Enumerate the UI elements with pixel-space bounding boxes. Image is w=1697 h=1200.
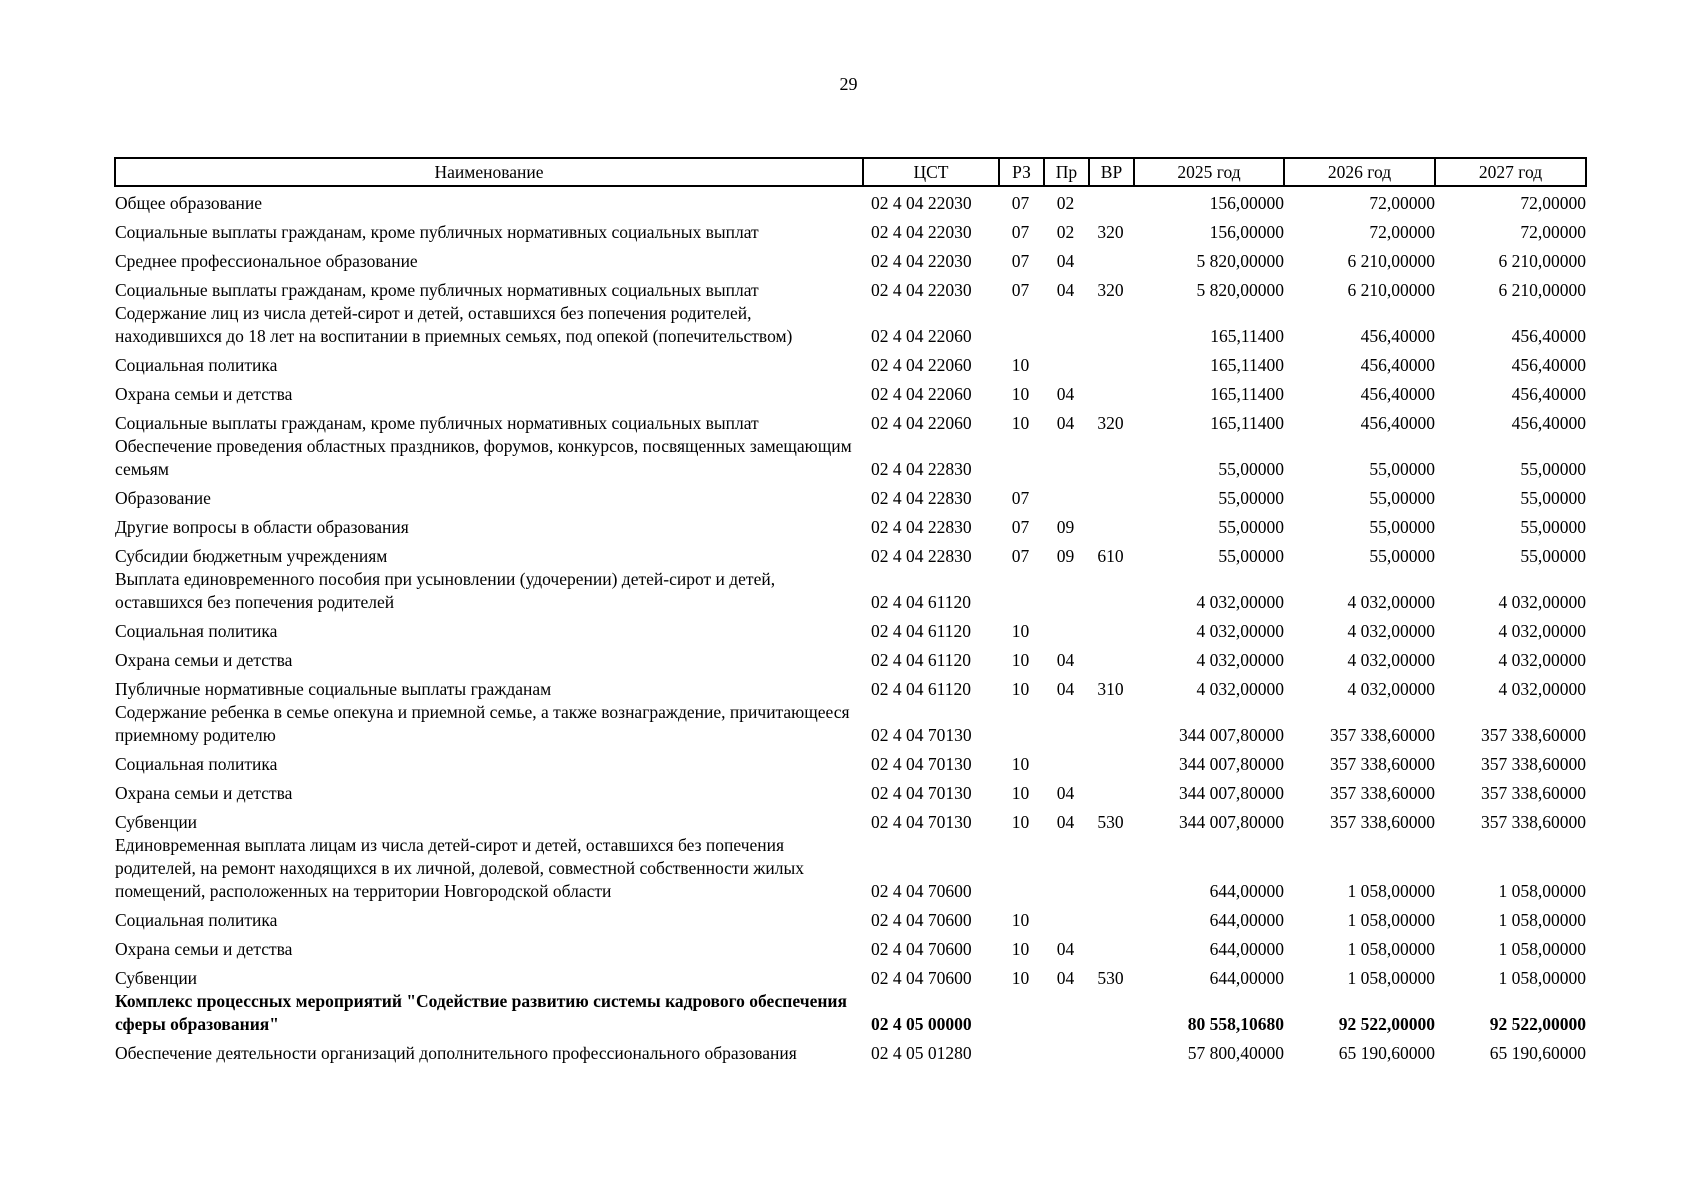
cell-name: Другие вопросы в области образования	[115, 517, 409, 537]
cell-2027: 4 032,00000	[1498, 621, 1586, 641]
table-row	[115, 302, 1586, 348]
cell-pr: 04	[1056, 413, 1075, 433]
cell-2025: 5 820,00000	[1196, 251, 1284, 271]
cell-2025: 344 007,80000	[1179, 812, 1284, 832]
cell-cst: 02 4 04 22830	[871, 488, 972, 508]
cell-rz: 07	[1011, 222, 1030, 242]
cell-2027: 4 032,00000	[1498, 679, 1586, 699]
cell-cst: 02 4 04 70600	[871, 910, 972, 930]
cell-2026: 456,40000	[1360, 355, 1435, 375]
table-row	[115, 990, 1586, 1036]
cell-vr	[1089, 435, 1134, 481]
cell-2026: 55,00000	[1369, 546, 1435, 566]
cell-cst: 02 4 04 22830	[871, 459, 972, 479]
cell-name: Охрана семьи и детства	[115, 650, 293, 670]
cell-2027: 456,40000	[1511, 384, 1586, 404]
cell-name: Субвенции	[115, 968, 198, 988]
table-row	[115, 481, 1586, 510]
cell-rz	[999, 568, 1044, 614]
cell-2025: 165,11400	[1210, 384, 1284, 404]
cell-vr	[1089, 776, 1134, 805]
cell-2025: 644,00000	[1209, 939, 1284, 959]
cell-rz: 10	[1011, 413, 1030, 433]
cell-rz: 10	[1011, 754, 1030, 774]
cell-rz	[999, 435, 1044, 481]
cell-vr: 610	[1097, 546, 1124, 566]
table-row	[115, 510, 1586, 539]
cell-name: Социальная политика	[115, 621, 278, 641]
cell-2025: 644,00000	[1209, 910, 1284, 930]
cell-2025: 156,00000	[1209, 193, 1284, 213]
cell-2026: 1 058,00000	[1347, 881, 1435, 901]
header-2025: 2025 год	[1134, 158, 1284, 186]
cell-rz: 10	[1011, 650, 1030, 670]
cell-rz	[999, 1036, 1044, 1065]
cell-2026: 4 032,00000	[1347, 621, 1435, 641]
cell-2027: 4 032,00000	[1498, 592, 1586, 612]
cell-2027: 1 058,00000	[1498, 881, 1586, 901]
cell-vr	[1089, 990, 1134, 1036]
cell-2027: 357 338,60000	[1481, 754, 1586, 774]
cell-2026: 4 032,00000	[1347, 592, 1435, 612]
cell-cst: 02 4 04 70600	[871, 968, 972, 988]
cell-rz: 10	[1011, 621, 1030, 641]
cell-2027: 1 058,00000	[1498, 910, 1586, 930]
cell-rz: 10	[1011, 812, 1030, 832]
cell-2025: 156,00000	[1209, 222, 1284, 242]
table-row	[115, 834, 1586, 903]
cell-2026: 4 032,00000	[1347, 679, 1435, 699]
cell-cst: 02 4 04 61120	[871, 679, 971, 699]
table-row	[115, 1036, 1586, 1065]
table-row	[115, 701, 1586, 747]
cell-pr: 09	[1056, 517, 1075, 537]
cell-2027: 456,40000	[1511, 413, 1586, 433]
cell-2026: 357 338,60000	[1330, 725, 1435, 745]
page-number: 29	[839, 74, 858, 94]
cell-2026: 6 210,00000	[1347, 251, 1435, 271]
cell-2025: 4 032,00000	[1196, 650, 1284, 670]
cell-pr	[1044, 435, 1089, 481]
cell-2027: 357 338,60000	[1481, 725, 1586, 745]
cell-vr	[1089, 701, 1134, 747]
cell-2026: 6 210,00000	[1347, 280, 1435, 300]
cell-vr	[1089, 377, 1134, 406]
cell-vr: 530	[1097, 812, 1124, 832]
cell-pr	[1044, 302, 1089, 348]
cell-cst: 02 4 04 22030	[871, 222, 972, 242]
cell-2027: 456,40000	[1511, 326, 1586, 346]
cell-2027: 55,00000	[1520, 488, 1586, 508]
table-row	[115, 435, 1586, 481]
table-row	[115, 244, 1586, 273]
cell-cst: 02 4 05 00000	[871, 1014, 972, 1034]
table-row	[115, 377, 1586, 406]
header-2026: 2026 год	[1284, 158, 1435, 186]
cell-name: Социальная политика	[115, 910, 278, 930]
cell-name: Обеспечение проведения областных праздников, форумов, конкурсов, посвященных замещающим семьям	[115, 436, 852, 479]
cell-2025: 57 800,40000	[1187, 1043, 1284, 1063]
cell-name: Охрана семьи и детства	[115, 939, 293, 959]
cell-pr: 04	[1056, 679, 1075, 699]
cell-rz: 10	[1011, 384, 1030, 404]
header-pr: Пр	[1044, 158, 1089, 186]
table-row	[115, 273, 1586, 302]
cell-2025: 644,00000	[1209, 881, 1284, 901]
cell-pr: 02	[1056, 222, 1075, 242]
cell-2027: 357 338,60000	[1481, 812, 1586, 832]
cell-rz: 10	[1011, 355, 1030, 375]
cell-name: Единовременная выплата лицам из числа детей-сирот и детей, оставшихся без попечения родителей, на ремонт находящихся в их личной, долевой, совместной собственности жилых помещений, расположенных на территории Новгородской области	[115, 835, 804, 901]
table-row	[115, 747, 1586, 776]
cell-cst: 02 4 04 22060	[871, 326, 972, 346]
cell-2026: 357 338,60000	[1330, 783, 1435, 803]
cell-rz: 07	[1011, 193, 1030, 213]
cell-rz: 07	[1011, 517, 1030, 537]
cell-cst: 02 4 04 22060	[871, 413, 972, 433]
cell-cst: 02 4 04 22060	[871, 384, 972, 404]
cell-pr	[1044, 348, 1089, 377]
cell-pr	[1044, 614, 1089, 643]
cell-rz	[999, 701, 1044, 747]
cell-pr	[1044, 747, 1089, 776]
table-row	[115, 805, 1586, 834]
cell-name: Общее образование	[115, 193, 262, 213]
cell-rz: 10	[1011, 783, 1030, 803]
cell-vr	[1089, 186, 1134, 215]
cell-2025: 344 007,80000	[1179, 783, 1284, 803]
cell-2026: 4 032,00000	[1347, 650, 1435, 670]
cell-name: Среднее профессиональное образование	[115, 251, 418, 271]
cell-2027: 72,00000	[1520, 193, 1586, 213]
header-name: Наименование	[115, 158, 863, 186]
table-row	[115, 932, 1586, 961]
cell-2026: 456,40000	[1360, 384, 1435, 404]
cell-vr	[1089, 244, 1134, 273]
cell-2027: 6 210,00000	[1498, 251, 1586, 271]
cell-cst: 02 4 04 22830	[871, 546, 972, 566]
cell-2025: 55,00000	[1218, 488, 1284, 508]
cell-2025: 55,00000	[1218, 459, 1284, 479]
cell-2027: 1 058,00000	[1498, 939, 1586, 959]
cell-2026: 72,00000	[1369, 193, 1435, 213]
header-rz: РЗ	[999, 158, 1044, 186]
cell-pr: 04	[1056, 939, 1075, 959]
table-header-row	[115, 158, 1586, 186]
cell-2025: 4 032,00000	[1196, 621, 1284, 641]
cell-cst: 02 4 04 22830	[871, 517, 972, 537]
cell-rz: 07	[1011, 280, 1030, 300]
cell-rz: 07	[1011, 251, 1030, 271]
cell-2027: 92 522,00000	[1489, 1014, 1586, 1034]
cell-2026: 1 058,00000	[1347, 968, 1435, 988]
cell-vr: 320	[1097, 222, 1124, 242]
table-body	[115, 186, 1586, 1065]
cell-2026: 357 338,60000	[1330, 812, 1435, 832]
cell-vr	[1089, 302, 1134, 348]
cell-rz: 10	[1011, 910, 1030, 930]
cell-vr	[1089, 348, 1134, 377]
cell-vr	[1089, 1036, 1134, 1065]
cell-pr	[1044, 834, 1089, 903]
table-row	[115, 568, 1586, 614]
cell-2027: 1 058,00000	[1498, 968, 1586, 988]
cell-2027: 357 338,60000	[1481, 783, 1586, 803]
cell-2026: 72,00000	[1369, 222, 1435, 242]
cell-2025: 165,11400	[1210, 355, 1284, 375]
cell-cst: 02 4 04 61120	[871, 621, 971, 641]
cell-pr	[1044, 990, 1089, 1036]
cell-cst: 02 4 04 22030	[871, 251, 972, 271]
cell-name: Социальная политика	[115, 754, 278, 774]
cell-2026: 456,40000	[1360, 326, 1435, 346]
cell-2025: 55,00000	[1218, 546, 1284, 566]
cell-2027: 55,00000	[1520, 517, 1586, 537]
table-row	[115, 776, 1586, 805]
table-row	[115, 406, 1586, 435]
cell-2025: 5 820,00000	[1196, 280, 1284, 300]
cell-rz	[999, 302, 1044, 348]
cell-pr: 04	[1056, 251, 1075, 271]
cell-name: Публичные нормативные социальные выплаты гражданам	[115, 679, 552, 699]
cell-name: Социальные выплаты гражданам, кроме публичных нормативных социальных выплат	[115, 222, 759, 242]
cell-name: Образование	[115, 488, 211, 508]
cell-2027: 456,40000	[1511, 355, 1586, 375]
header-cst: ЦСТ	[863, 158, 999, 186]
table-row	[115, 614, 1586, 643]
cell-pr: 02	[1056, 193, 1075, 213]
cell-pr: 04	[1056, 812, 1075, 832]
cell-rz: 10	[1011, 968, 1030, 988]
cell-cst: 02 4 04 70600	[871, 939, 972, 959]
cell-cst: 02 4 04 61120	[871, 650, 971, 670]
cell-vr: 320	[1097, 280, 1124, 300]
cell-cst: 02 4 04 61120	[871, 592, 971, 612]
cell-name: Субсидии бюджетным учреждениям	[115, 546, 388, 566]
cell-name: Выплата единовременного пособия при усыновлении (удочерении) детей-сирот и детей, оставшихся без попечения родителей	[115, 569, 776, 612]
cell-2025: 165,11400	[1210, 326, 1284, 346]
cell-2026: 92 522,00000	[1338, 1014, 1435, 1034]
cell-2026: 55,00000	[1369, 488, 1435, 508]
cell-rz: 07	[1011, 488, 1030, 508]
cell-rz: 10	[1011, 939, 1030, 959]
table-row	[115, 539, 1586, 568]
table-row	[115, 961, 1586, 990]
cell-2027: 6 210,00000	[1498, 280, 1586, 300]
cell-cst: 02 4 04 70130	[871, 725, 972, 745]
cell-2026: 1 058,00000	[1347, 910, 1435, 930]
cell-cst: 02 4 04 70130	[871, 783, 972, 803]
cell-pr: 04	[1056, 783, 1075, 803]
cell-name: Социальные выплаты гражданам, кроме публичных нормативных социальных выплат	[115, 280, 759, 300]
cell-2027: 72,00000	[1520, 222, 1586, 242]
cell-2026: 1 058,00000	[1347, 939, 1435, 959]
cell-cst: 02 4 04 22030	[871, 193, 972, 213]
table-row	[115, 348, 1586, 377]
cell-vr	[1089, 510, 1134, 539]
cell-2025: 344 007,80000	[1179, 725, 1284, 745]
cell-cst: 02 4 04 70130	[871, 812, 972, 832]
cell-pr	[1044, 481, 1089, 510]
table-row	[115, 215, 1586, 244]
cell-2025: 344 007,80000	[1179, 754, 1284, 774]
cell-2025: 644,00000	[1209, 968, 1284, 988]
header-2027: 2027 год	[1435, 158, 1586, 186]
cell-2027: 55,00000	[1520, 546, 1586, 566]
cell-cst: 02 4 05 01280	[871, 1043, 972, 1063]
cell-2027: 65 190,60000	[1489, 1043, 1586, 1063]
cell-2026: 357 338,60000	[1330, 754, 1435, 774]
cell-2026: 55,00000	[1369, 459, 1435, 479]
cell-name: Социальная политика	[115, 355, 278, 375]
cell-cst: 02 4 04 70600	[871, 881, 972, 901]
cell-2026: 456,40000	[1360, 413, 1435, 433]
cell-2025: 4 032,00000	[1196, 679, 1284, 699]
cell-pr: 04	[1056, 280, 1075, 300]
cell-rz: 10	[1011, 679, 1030, 699]
cell-name: Комплекс процессных мероприятий "Содействие развитию системы кадрового обеспечения сферы образования"	[115, 991, 847, 1034]
cell-pr: 04	[1056, 968, 1075, 988]
table-row	[115, 672, 1586, 701]
cell-pr	[1044, 568, 1089, 614]
table-row	[115, 903, 1586, 932]
cell-vr	[1089, 643, 1134, 672]
cell-rz	[999, 990, 1044, 1036]
cell-vr	[1089, 834, 1134, 903]
cell-cst: 02 4 04 22060	[871, 355, 972, 375]
cell-2025: 165,11400	[1210, 413, 1284, 433]
cell-2026: 55,00000	[1369, 517, 1435, 537]
table-row	[115, 643, 1586, 672]
cell-2026: 65 190,60000	[1338, 1043, 1435, 1063]
cell-rz: 07	[1011, 546, 1030, 566]
cell-vr: 310	[1097, 679, 1124, 699]
cell-name: Содержание лиц из числа детей-сирот и детей, оставшихся без попечения родителей, находившихся до 18 лет на воспитании в приемных семьях, под опекой (попечительством)	[115, 303, 793, 346]
cell-2025: 80 558,10680	[1187, 1014, 1284, 1034]
cell-name: Социальные выплаты гражданам, кроме публичных нормативных социальных выплат	[115, 413, 759, 433]
cell-2027: 55,00000	[1520, 459, 1586, 479]
cell-vr: 320	[1097, 413, 1124, 433]
cell-vr	[1089, 903, 1134, 932]
cell-name: Охрана семьи и детства	[115, 384, 293, 404]
cell-2025: 4 032,00000	[1196, 592, 1284, 612]
cell-pr	[1044, 903, 1089, 932]
cell-pr	[1044, 701, 1089, 747]
cell-pr: 04	[1056, 650, 1075, 670]
header-vr: ВР	[1089, 158, 1134, 186]
cell-name: Обеспечение деятельности организаций дополнительного профессионального образования	[115, 1043, 797, 1063]
table-row	[115, 186, 1586, 215]
cell-2025: 55,00000	[1218, 517, 1284, 537]
cell-vr: 530	[1097, 968, 1124, 988]
cell-pr: 09	[1056, 546, 1075, 566]
cell-rz	[999, 834, 1044, 903]
cell-cst: 02 4 04 70130	[871, 754, 972, 774]
cell-name: Содержание ребенка в семье опекуна и приемной семье, а также вознаграждение, причитающееся приемному родителю	[115, 702, 850, 745]
cell-2027: 4 032,00000	[1498, 650, 1586, 670]
cell-cst: 02 4 04 22030	[871, 280, 972, 300]
cell-vr	[1089, 747, 1134, 776]
cell-vr	[1089, 568, 1134, 614]
cell-name: Субвенции	[115, 812, 198, 832]
budget-table	[114, 157, 1587, 1065]
cell-vr	[1089, 481, 1134, 510]
cell-vr	[1089, 932, 1134, 961]
cell-vr	[1089, 614, 1134, 643]
cell-pr: 04	[1056, 384, 1075, 404]
cell-pr	[1044, 1036, 1089, 1065]
cell-name: Охрана семьи и детства	[115, 783, 293, 803]
